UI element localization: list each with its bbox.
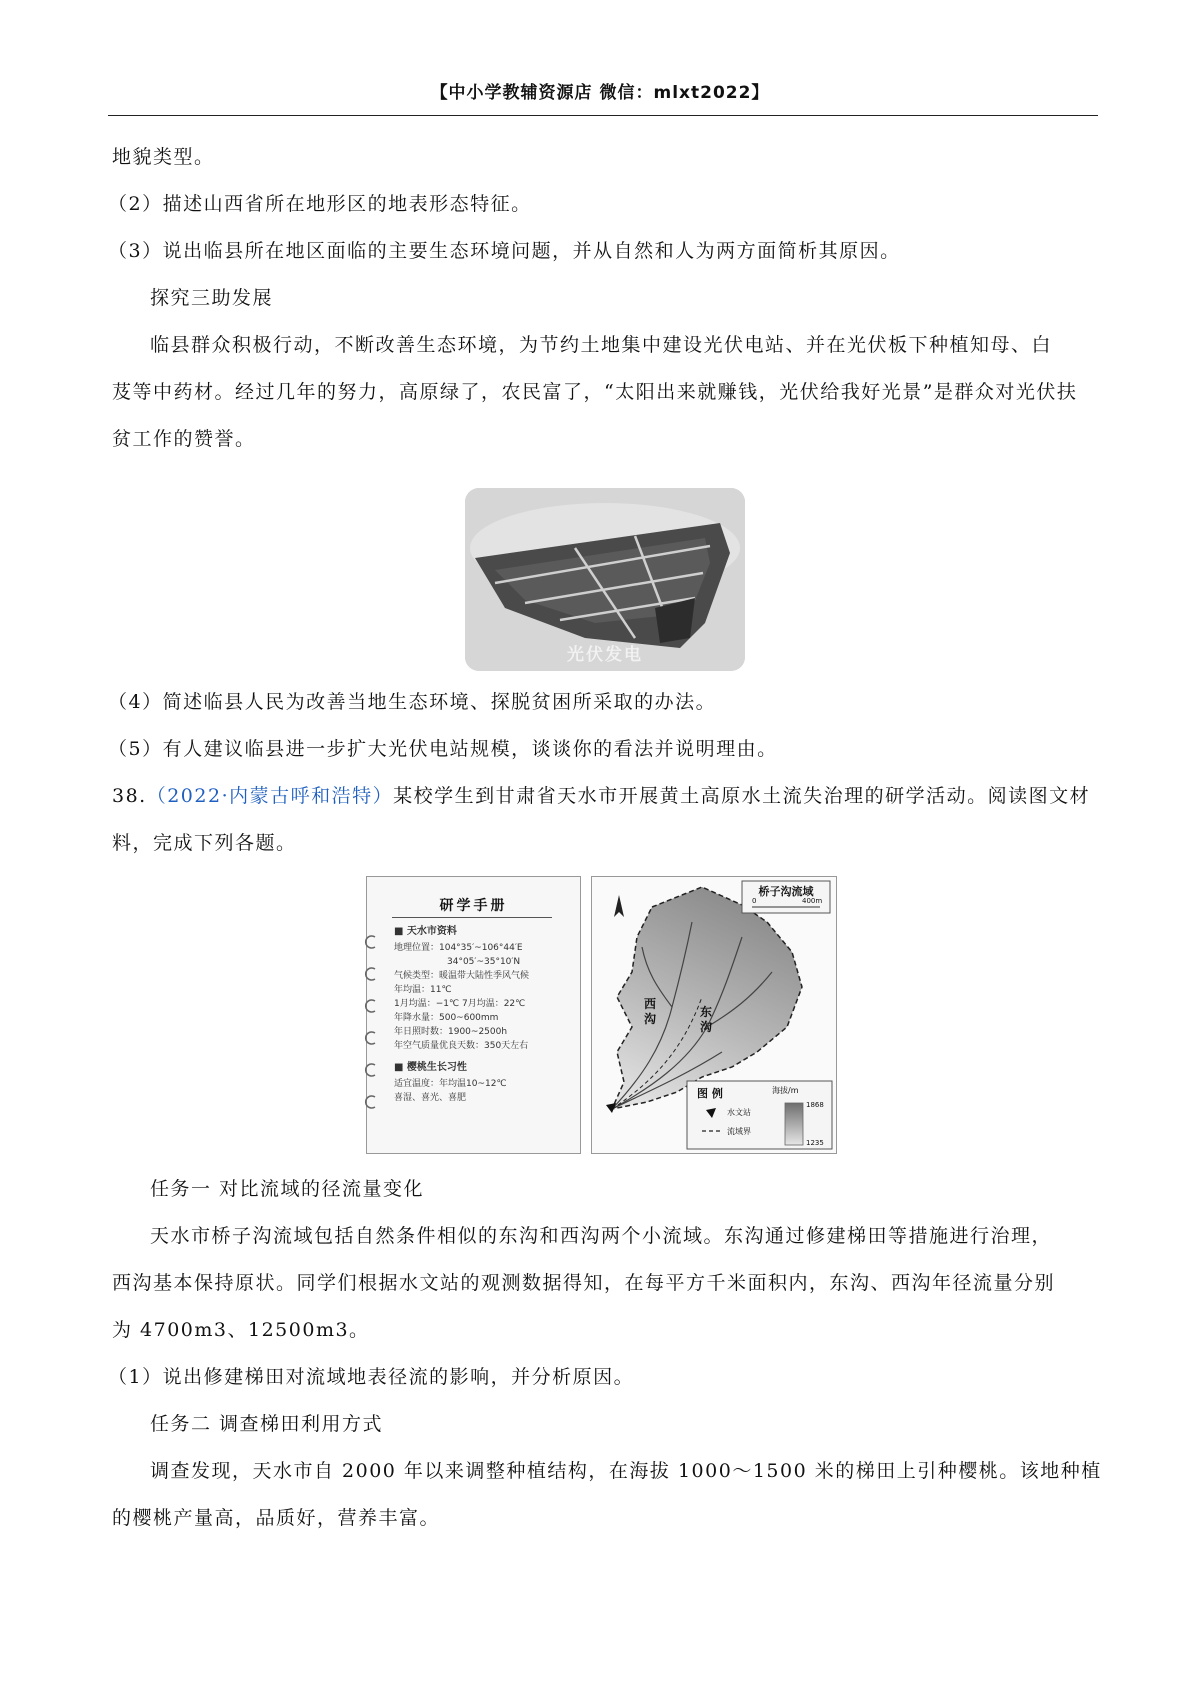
map-title: 桥子沟流域: [758, 885, 814, 898]
handbook-title: 研学手册: [439, 898, 508, 914]
text-line: 料，完成下列各题。: [112, 832, 297, 854]
text-line: 临县群众积极行动，不断改善生态环境，为节约土地集中建设光伏电站、并在光伏板下种植知母、白: [150, 334, 1053, 356]
west-gully-label: 西沟: [644, 997, 657, 1026]
task-heading: 任务二 调查梯田利用方式: [150, 1413, 384, 1435]
legend-boundary: 流域界: [727, 1127, 751, 1136]
handbook-row: 地理位置：104°35′~106°44′E: [394, 943, 523, 953]
page-header: 【中小学教辅资源店 微信：mlxt2022】: [430, 83, 770, 103]
elevation-min: 1235: [806, 1139, 824, 1147]
text-line: 为 4700m3、12500m3。: [112, 1319, 370, 1341]
question-5: （5）有人建议临县进一步扩大光伏电站规模，谈谈你的看法并说明理由。: [108, 738, 778, 760]
text-line: 西沟基本保持原状。同学们根据水文站的观测数据得知，在每平方千米面积内，东沟、西沟年径流量分别: [112, 1272, 1056, 1294]
section-heading: 探究三助发展: [150, 287, 274, 309]
question-3: （3）说出临县所在地区面临的主要生态环境问题，并从自然和人为两方面简析其原因。: [108, 240, 901, 262]
handbook-row: 1月均温：−1℃ 7月均温：22℃: [394, 999, 526, 1009]
scale-length: 400m: [802, 897, 823, 905]
question-38: [112, 781, 1090, 811]
header-rule: [108, 115, 1098, 116]
question-source: （2022·内蒙古呼和浩特）: [146, 785, 394, 807]
photo-caption: 光伏发电: [567, 645, 643, 665]
question-number: 38.: [112, 785, 147, 807]
east-gully-label: 东沟: [700, 1005, 713, 1034]
handbook-row: 年日照时数：1900~2500h: [394, 1027, 508, 1037]
text-line: 天水市桥子沟流域包括自然条件相似的东沟和西沟两个小流域。东沟通过修建梯田等措施进行治理，: [150, 1225, 1053, 1247]
legend-station: 水文站: [727, 1108, 751, 1117]
text-line: 的樱桃产量高，品质好，营养丰富。: [112, 1507, 441, 1529]
text-line: 调查发现，天水市自 2000 年以来调整种植结构，在海拔 1000～1500 米的梯田上引种樱桃。该地种植: [150, 1460, 1102, 1482]
question-4: （4）简述临县人民为改善当地生态环境、探脱贫困所采取的办法。: [108, 691, 717, 713]
elevation-label: 海拔/m: [772, 1086, 799, 1095]
watershed-map: [591, 876, 837, 1154]
binding-rings: [361, 877, 381, 1153]
handbook-row: 年均温：11℃: [394, 985, 452, 995]
research-handbook: [366, 876, 581, 1154]
text-line: 贫工作的赞誉。: [112, 428, 256, 450]
legend-title: 图 例: [697, 1087, 723, 1100]
text-line: 地貌类型。: [112, 146, 215, 168]
handbook-row: 年空气质量优良天数：350天左右: [394, 1041, 529, 1051]
solar-photo: [465, 488, 745, 671]
elevation-max: 1868: [806, 1101, 824, 1109]
handbook-row: 喜湿、喜光、喜肥: [394, 1093, 467, 1103]
question-2: （2）描述山西省所在地形区的地表形态特征。: [108, 193, 532, 215]
handbook-section: ■ 天水市资料: [394, 926, 457, 937]
question-1: （1）说出修建梯田对流域地表径流的影响，并分析原因。: [108, 1366, 635, 1388]
handbook-row: 年降水量：500~600mm: [394, 1013, 499, 1023]
handbook-row: 适宜温度：年均温10~12℃: [394, 1079, 507, 1089]
handbook-row: 气候类型：暖温带大陆性季风气候: [394, 971, 530, 981]
title-underline: [392, 917, 552, 918]
handbook-row: 34°05′~35°10′N: [447, 957, 521, 967]
scale-zero: 0: [752, 897, 757, 905]
text-line: 芨等中药材。经过几年的努力，高原绿了，农民富了，“太阳出来就赚钱，光伏给我好光景”是群众对光伏扶: [112, 381, 1078, 403]
handbook-section: ■ 樱桃生长习性: [394, 1062, 467, 1073]
question-text: 某校学生到甘肃省天水市开展黄土高原水土流失治理的研学活动。阅读图文材: [393, 785, 1091, 807]
task-heading: 任务一 对比流域的径流量变化: [150, 1178, 425, 1200]
